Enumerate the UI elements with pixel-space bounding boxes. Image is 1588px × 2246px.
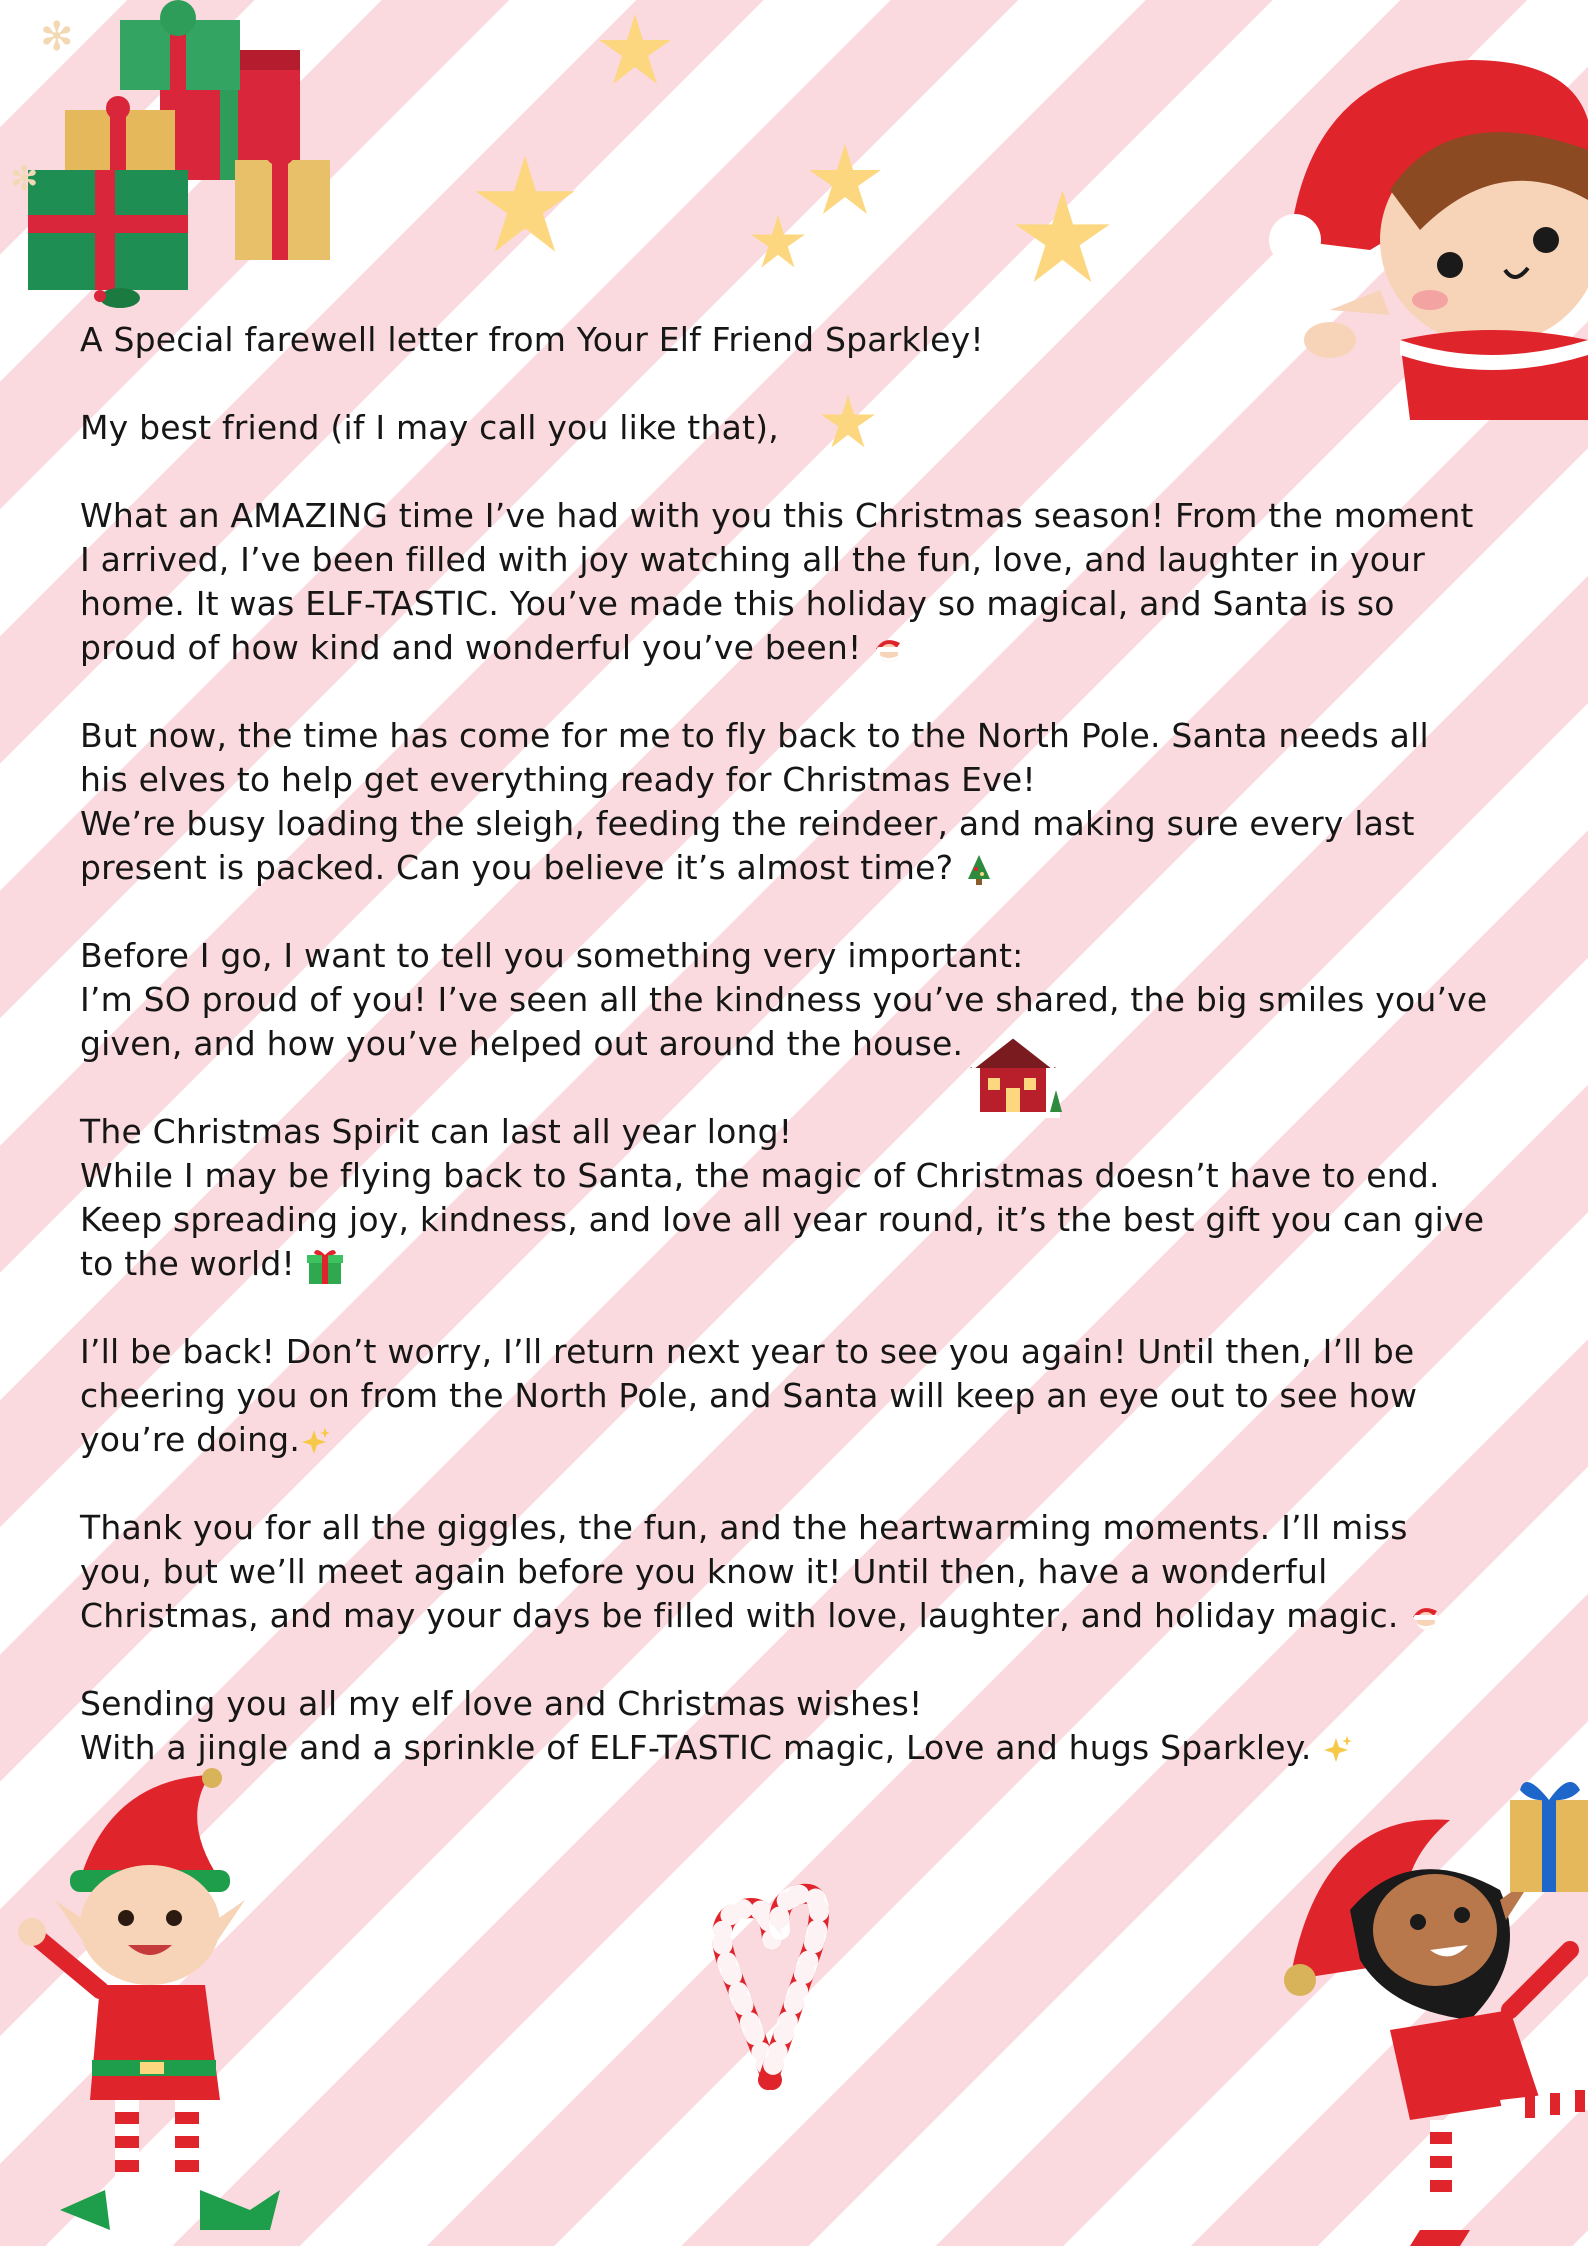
text-line: With a jingle and a sprinkle of ELF-TASTIC magic, Love and hugs Sparkley. (80, 1728, 1312, 1767)
presents-illustration (10, 0, 330, 320)
star-icon (1010, 185, 1115, 290)
text-line: given, and how you’ve helped out around the house. (80, 1024, 964, 1063)
text-line: home. It was ELF-TASTIC. You’ve made this holiday so magical, and Santa is so (80, 584, 1395, 623)
text-line: What an AMAZING time I’ve had with you this Christmas season! From the moment (80, 496, 1474, 535)
sparkles-icon (300, 1426, 332, 1458)
text-line: We’re busy loading the sleigh, feeding the reindeer, and making sure every last (80, 804, 1415, 843)
text-line: I’ll be back! Don’t worry, I’ll return next year to see you again! Until then, I’ll be (80, 1332, 1415, 1371)
paragraph-1 (80, 494, 1520, 670)
elf-boy-illustration (0, 1760, 300, 2246)
text-line: present is packed. Can you believe it’s almost time? (80, 848, 954, 887)
text-line: proud of how kind and wonderful you’ve been! (80, 628, 862, 667)
text-line: I arrived, I’ve been filled with joy watching all the fun, love, and laughter in your (80, 540, 1426, 579)
text-line: I’m SO proud of you! I’ve seen all the kindness you’ve shared, the big smiles you’ve (80, 980, 1488, 1019)
text-line: cheering you on from the North Pole, and Santa will keep an eye out to see how (80, 1376, 1418, 1415)
star-icon (595, 10, 675, 90)
text-line: But now, the time has come for me to fly back to the North Pole. Santa needs all (80, 716, 1429, 755)
text-line: to the world! (80, 1244, 295, 1283)
text-line: Keep spreading joy, kindness, and love all year round, it’s the best gift you can give (80, 1200, 1485, 1239)
svg-text:✻: ✻ (10, 159, 39, 199)
text-line: The Christmas Spirit can last all year long! (80, 1112, 793, 1151)
letter-body (80, 318, 1520, 1814)
star-icon (748, 212, 808, 272)
letter-greeting: My best friend (if I may call you like that), (80, 408, 779, 447)
paragraph-5 (80, 1330, 1520, 1462)
paragraph-4 (80, 1110, 1520, 1286)
candy-cane-heart-illustration (690, 1880, 850, 2090)
santa-icon (872, 633, 906, 667)
elf-girl-gift-illustration (1270, 1760, 1588, 2246)
text-line: Christmas, and may your days be filled with love, laughter, and holiday magic. (80, 1596, 1399, 1635)
paragraph-6 (80, 1506, 1520, 1638)
star-icon (470, 150, 580, 260)
star-icon (805, 140, 885, 220)
text-line: you, but we’ll meet again before you know it! Until then, have a wonderful (80, 1552, 1328, 1591)
text-line: his elves to help get everything ready for Christmas Eve! (80, 760, 1036, 799)
text-line: you’re doing. (80, 1420, 301, 1459)
text-line: While I may be flying back to Santa, the magic of Christmas doesn’t have to end. (80, 1156, 1440, 1195)
closing (80, 1682, 1520, 1770)
christmas-tree-icon (964, 853, 994, 887)
text-line: Thank you for all the giggles, the fun, and the heartwarming moments. I’ll miss (80, 1508, 1408, 1547)
house-icon (958, 1028, 1068, 1120)
letter-title: A Special farewell letter from Your Elf Friend Sparkley! (80, 320, 984, 359)
svg-text:✻: ✻ (40, 14, 74, 60)
text-line: Sending you all my elf love and Christmas wishes! (80, 1684, 923, 1723)
gift-icon (306, 1246, 344, 1286)
text-line: Before I go, I want to tell you something very important: (80, 936, 1024, 975)
paragraph-2 (80, 714, 1520, 890)
santa-icon (1409, 1601, 1443, 1635)
paragraph-3 (80, 934, 1520, 1066)
